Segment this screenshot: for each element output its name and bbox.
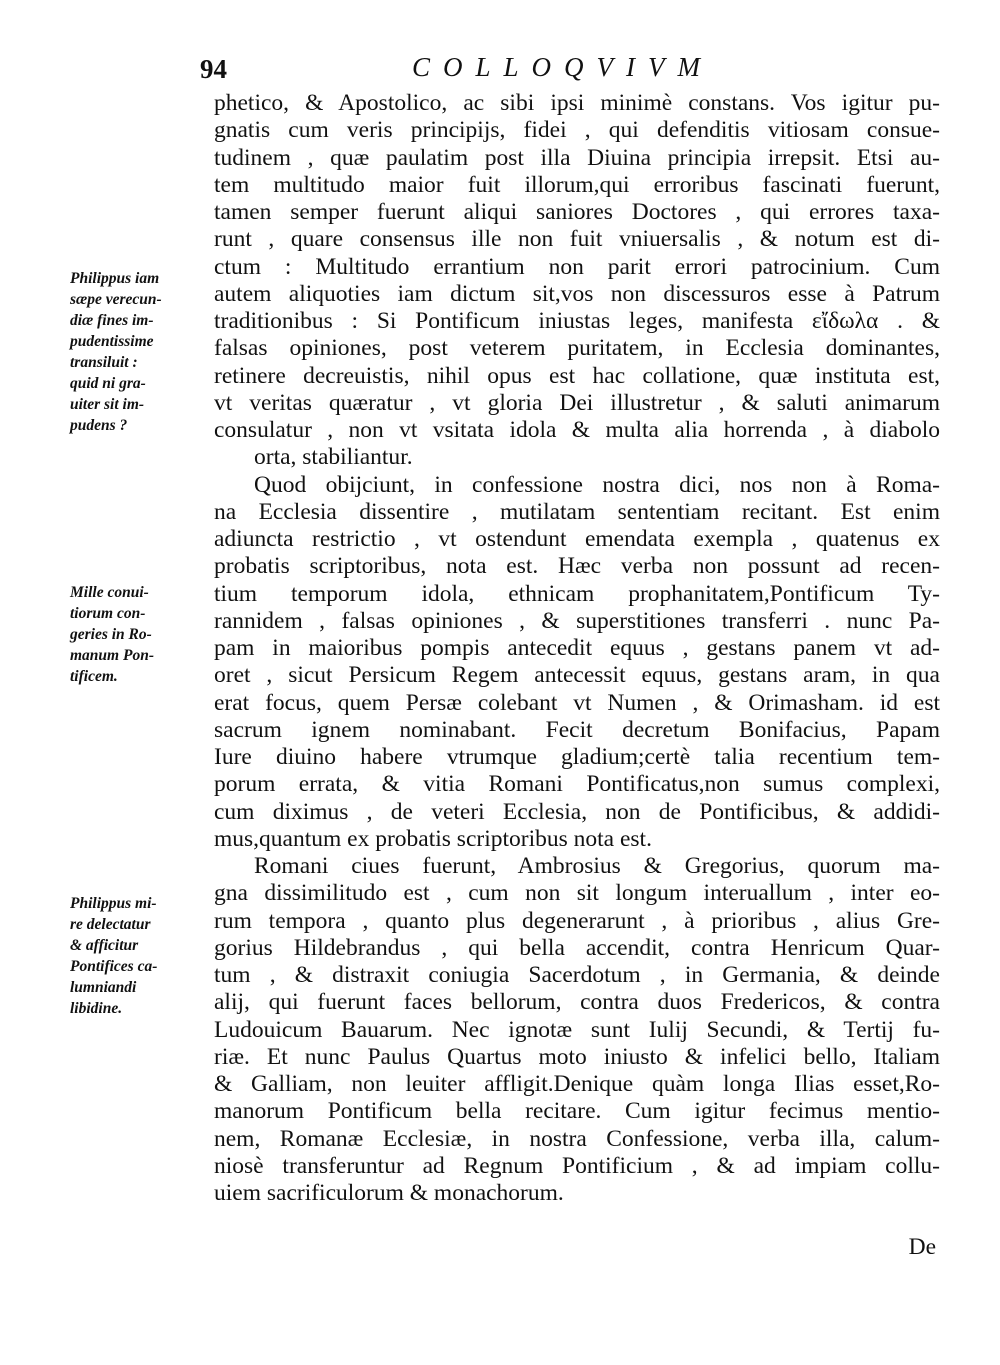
paragraph-end-line: orta, stabiliantur. [254, 444, 413, 471]
marginal-note-line: & afficitur [70, 937, 139, 954]
marginal-note-line: geries in Ro- [70, 626, 152, 643]
marginal-note-line: pudens ? [70, 417, 128, 434]
text-line: phetico, & Apostolico, ac sibi ipsi minimè constans. Vos igitur pu- [214, 90, 940, 116]
text-line: traditionibus : Si Pontificum iniustas leges, manifesta εἴδωλα . & [214, 308, 940, 334]
marginal-note-line: tiorum con- [70, 605, 146, 622]
text-line: gorius Hildebrandus , qui bella accendit, contra Henricum Quar- [214, 934, 940, 961]
text-line: sacrum ignem nominabant. Fecit decretum Bonifacius, Papam [214, 716, 940, 743]
text-line: tudinem , quæ paulatim post illa Diuina principia irrepsit. Etsi au- [214, 144, 940, 171]
marginal-note-line: lumniandi [70, 979, 137, 996]
text-line: rannidem , falsas opiniones , & superstitiones transferri . nunc Pa- [214, 607, 940, 634]
paragraph-start-line: Quod obijciunt, in confessione nostra dici, nos non à Roma- [254, 471, 940, 498]
marginal-note-line: Mille conui- [70, 584, 149, 601]
text-line: erat focus, quem Persæ colebant vt Numen , & Orimasham. id est [214, 689, 940, 716]
text-line: rum tempora , quanto plus degenerarunt , à prioribus , alius Gre- [214, 907, 940, 934]
text-line: runt , quare consensus ille non fuit vniuersalis , & notum est di- [214, 226, 940, 253]
marginal-note-line: transiluit : [70, 354, 138, 371]
marginal-note-line: quid ni gra- [70, 375, 146, 392]
text-line: tium temporum idola, ethnicam prophanitatem,Pontificum Ty- [214, 580, 940, 607]
paragraph-end-line: mus,quantum ex probatis scriptoribus nota est. [214, 825, 652, 852]
text-line: adiuncta restrictio , vt ostendunt emendata exempla , quatenus ex [214, 526, 940, 552]
body-text [214, 90, 940, 1207]
marginal-note-line: libidine. [70, 1000, 123, 1017]
text-line: & Galliam, non leuiter affligit.Denique quàm longa Ilias esset,Ro- [214, 1071, 940, 1097]
text-line: gnatis cum veris principijs, fidei , qui defenditis vitiosam consue- [214, 117, 940, 144]
marginal-note-line: Philippus mi- [70, 895, 157, 912]
text-line: tem multitudo maior fuit illorum,qui erroribus fascinati fuerunt, [214, 171, 940, 198]
catchword: De [908, 1234, 936, 1260]
text-line: Ludouicum Bauarum. Nec ignotæ sunt Iulij Secundi, & Tertij fu- [214, 1016, 940, 1043]
text-line: manorum Pontificum bella recitare. Cum igitur fecimus mentio- [214, 1098, 940, 1125]
paragraph-end-line: uiem sacrificulorum & monachorum. [214, 1180, 564, 1206]
text-line: riæ. Et nunc Paulus Quartus moto iniusto & infelici bello, Italiam [214, 1043, 940, 1070]
text-line: ctum : Multitudo errantium non parit errori patrocinium. Cum [214, 253, 940, 280]
marginal-note-line: pudentissime [70, 333, 154, 350]
text-line: nem, Romanæ Ecclesiæ, in nostra Confessione, verba illa, calum- [214, 1125, 940, 1152]
marginal-note-line: uiter sit im- [70, 396, 145, 413]
text-line: vt veritas quæratur , vt gloria Dei illustretur , & saluti animarum [214, 389, 940, 416]
text-line: consulatur , non vt vsitata idola & multa alia horrenda , à diabolo [214, 417, 940, 443]
text-line: alij, qui fuerunt faces bellorum, contra duos Fredericos, & contra [214, 989, 940, 1016]
marginal-note-line: diæ fines im- [70, 312, 154, 329]
text-line: niosè transferuntur ad Regnum Pontificium , & ad impiam collu- [214, 1152, 940, 1179]
text-line: cum diximus , de veteri Ecclesia, non de Pontificibus, & addidi- [214, 798, 940, 825]
text-line: gna dissimilitudo est , cum non sit longum interuallum , inter eo- [214, 880, 940, 907]
text-line: tamen semper fuerunt aliqui saniores Doctores , qui errores taxa- [214, 199, 940, 225]
marginal-note-line: Pontifices ca- [70, 958, 158, 975]
text-line: pam in maioribus pompis antecedit equus , gestans panem vt ad- [214, 635, 940, 661]
text-line: probatis scriptoribus, nota est. Hæc verba non possunt ad recen- [214, 553, 940, 580]
marginal-note [70, 582, 210, 687]
marginal-note-line: Philippus iam [70, 270, 160, 287]
text-line: tum , & distraxit coniugia Sacerdotum , in Germania, & deinde [214, 962, 940, 988]
text-line: falsas opiniones, post veterem puritatem, in Ecclesia dominantes, [214, 335, 940, 362]
marginal-note [70, 268, 210, 436]
marginal-note-line: manum Pon- [70, 647, 154, 664]
marginal-note-line: re delectatur [70, 916, 151, 933]
paragraph-start-line: Romani ciues fuerunt, Ambrosius & Gregorius, quorum ma- [254, 853, 940, 879]
text-line: oret , sicut Persicum Regem antecessit equus, gestans aram, in qua [214, 662, 940, 689]
text-line: Iure diuino habere vtrumque gladium;certè talia recentium tem- [214, 744, 940, 770]
text-line: autem aliquoties iam dictum sit,vos non discessuros esse à Patrum [214, 280, 940, 307]
marginal-note-line: sæpe verecun- [70, 291, 162, 308]
marginal-note-line: tificem. [70, 668, 118, 685]
running-head: COLLOQVIVM [412, 52, 714, 82]
text-line: porum errata, & vitia Romani Pontificatus,non sumus complexi, [214, 771, 940, 798]
text-line: na Ecclesia dissentire , mutilatam sententiam recitant. Est enim [214, 498, 940, 525]
text-line: retinere decreuistis, nihil opus est hac collatione, quæ instituta est, [214, 362, 940, 389]
page-number: 94 [200, 54, 227, 84]
marginal-note [70, 893, 210, 1019]
